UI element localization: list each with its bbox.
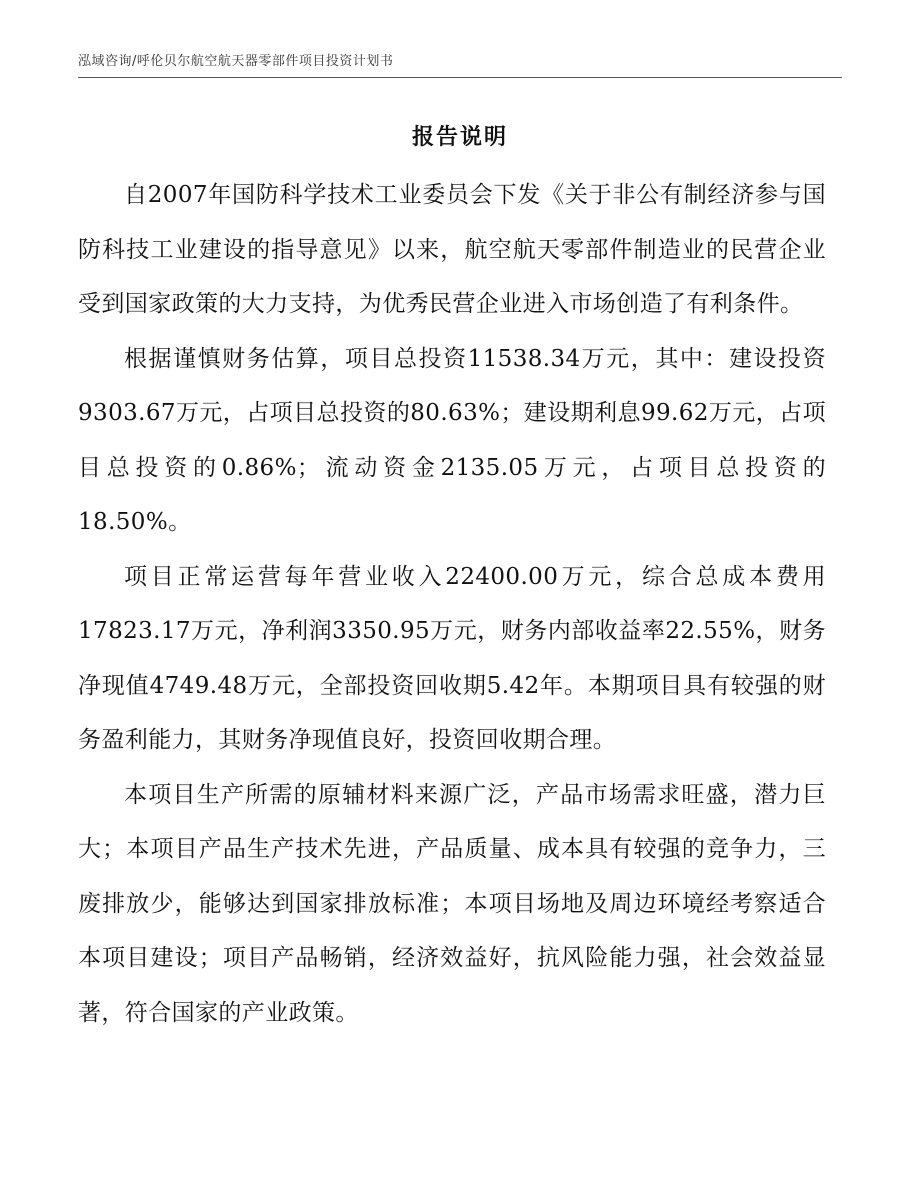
paragraph-financial-returns: 项目正常运营每年营业收入22400.00万元，综合总成本费用17823.17万元，净利润3350.95万元，财务内部收益率22.55%，财务净现值4749.48万元，全部投资回收期5.42年。本期项目具有较强的财务盈利能力，其财务净现值良好，投资回收期合理。 — [78, 563, 826, 753]
running-header: 泓域咨询/呼伦贝尔航空航天器零部件项目投资计划书 — [78, 50, 842, 78]
section-title: 报告说明 — [411, 125, 508, 150]
paragraph-policy-background: 自2007年国防科学技术工业委员会下发《关于非公有制经济参与国防科技工业建设的指导意见》以来，航空航天零部件制造业的民营企业受到国家政策的大力支持，为优秀民营企业进入市场创造了有利条件。 — [78, 182, 826, 317]
paragraph-project-feasibility: 本项目生产所需的原辅材料来源广泛，产品市场需求旺盛，潜力巨大；本项目产品生产技术先进，产品质量、成本具有较强的竞争力，三废排放少，能够达到国家排放标准；本项目场地及周边环境经考察适合本项目建设；项目产品畅销，经济效益好，抗风险能力强，社会效益显著，符合国家的产业政策。 — [78, 781, 826, 1026]
document-body — [78, 168, 826, 1040]
paragraph-investment-estimate: 根据谨慎财务估算，项目总投资11538.34万元，其中：建设投资9303.67万元，占项目总投资的80.63%；建设期利息99.62万元，占项目总投资的0.86%；流动资金2135.05万元，占项目总投资的18.50%。 — [78, 345, 826, 535]
